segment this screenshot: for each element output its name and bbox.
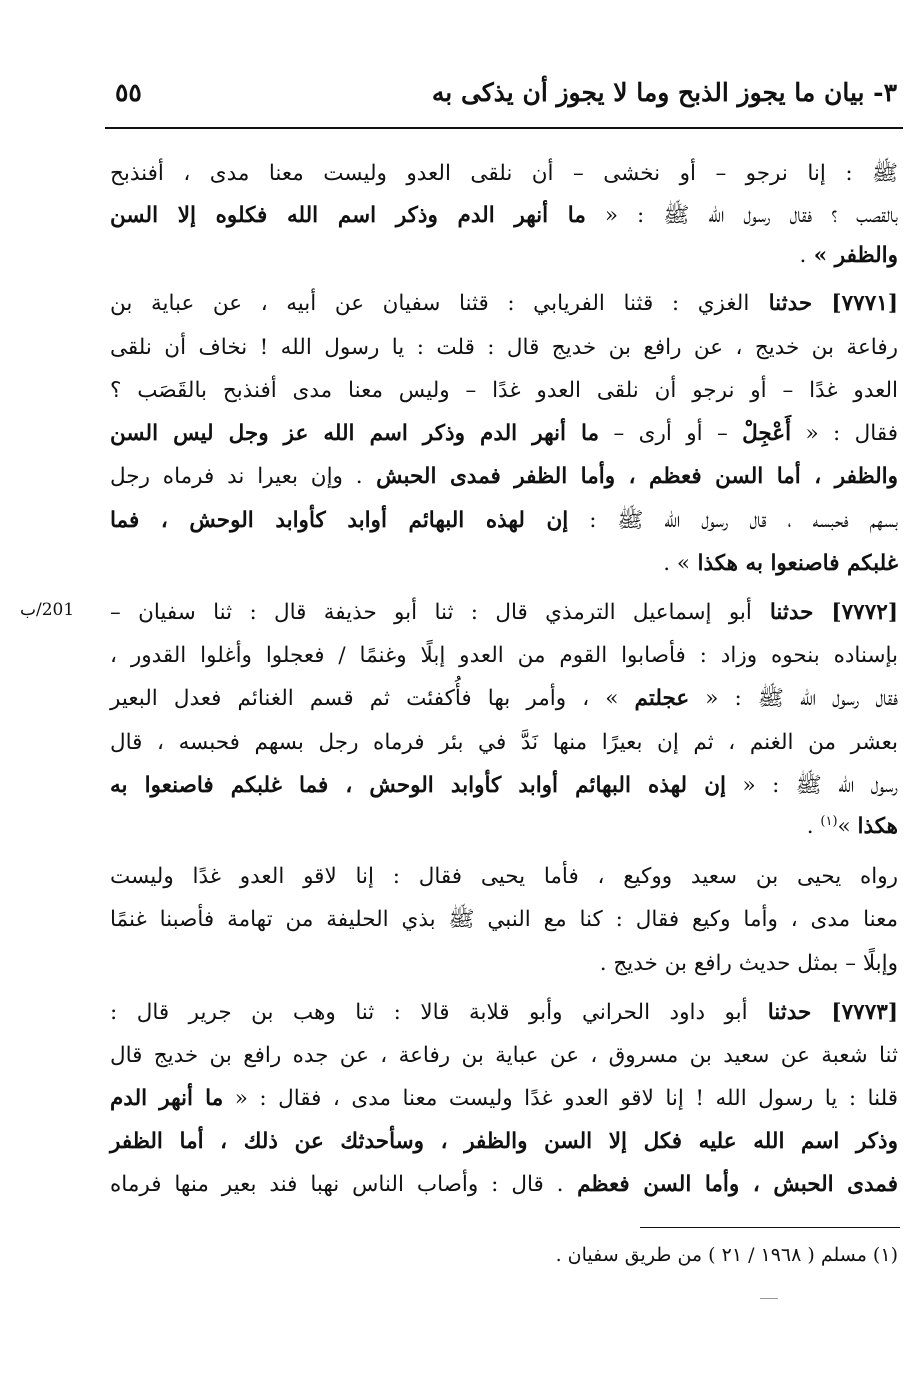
narration-text: »: [837, 814, 858, 840]
narration-text: قلنا : يا رسول الله ! إنا لاقو العدو غدًا وليست معنا مدى ، فقال : «: [223, 1086, 898, 1111]
narration-text: معنا مدى ، وأما وكيع فقال : كنا مع النبي ﷺ بذي الحليفة من تهامة فأصبنا غنمًا: [110, 907, 898, 932]
text-line: [110, 205, 898, 227]
narration-text: بإسناده بنحوه وزاد : فأصابوا القوم من العدو إبلًا وغنمًا / فعجلوا وأغلوا القدور ،: [110, 643, 898, 668]
text-line: [110, 1088, 898, 1110]
footnote-divider: [640, 1227, 900, 1228]
hadith-text: أَعْجِلْ: [742, 421, 792, 446]
text-line: [110, 423, 898, 445]
narration-text: بسهم فحبسه ، قال رسول الله ﷺ :: [568, 508, 898, 533]
text-line: [110, 688, 898, 710]
narration-text: » ، وأمر بها فأُكفئت ثم قسم الغنائم فعدل البعير: [110, 686, 635, 711]
hadith-text: وذكر اسم الله عليه فكل إلا السن والظفر ، وسأحدثك عن ذلك ، أما الظفر: [110, 1129, 898, 1154]
hadith-text: [٧٧٧١] حدثنا: [749, 291, 898, 316]
narration-text: . وإن بعيرا ند فرماه رجل: [110, 464, 363, 489]
narration-text: . قال : وأصاب الناس نهبا فند بعير منها فرماه: [110, 1172, 564, 1197]
text-line: [110, 1002, 898, 1024]
page-number: ٥٥: [115, 78, 142, 107]
text-line: [110, 815, 898, 838]
text-line: [110, 553, 898, 575]
text-line: [110, 953, 898, 975]
text-line: [110, 602, 898, 624]
header-divider: [105, 127, 903, 129]
narration-text: ثنا شعبة عن سعيد بن مسروق ، عن عباية بن رفاعة ، عن جده رافع بن خديج قال: [110, 1043, 898, 1068]
hadith-text: ما أنهر الدم وذكر اسم الله عز وجل ليس السن: [110, 421, 600, 446]
narration-text: بالقصب ؟ فقال رسول الله ﷺ : «: [585, 203, 898, 228]
narration-text: أبو داود الحراني وأبو قلابة قالا : ثنا وهب بن جرير قال :: [110, 1000, 748, 1025]
hadith-text: غلبكم فاصنعوا به هكذا: [690, 551, 898, 576]
hadith-text: [٧٧٧٣] حدثنا: [747, 1000, 898, 1025]
narration-text: بعشر من الغنم ، ثم إن بعيرًا منها نَدَّ في بئر فرماه رجل بسهم فحبسه ، قال: [110, 730, 898, 755]
narration-text: أبو إسماعيل الترمذي قال : ثنا أبو حذيفة قال : ثنا سفيان –: [110, 600, 752, 625]
text-line: [110, 866, 898, 888]
hadith-text: إن لهذه البهائم أوابد كأوابد الوحش ، فما غلبكم فاصنعوا به: [110, 773, 726, 798]
narration-text: الغزي : قثنا الفريابي : قثنا سفيان عن أبيه ، عن عباية بن: [110, 291, 750, 316]
hadith-text: والظفر ، أما السن فعظم ، وأما الظفر فمدى الحبش: [362, 464, 899, 489]
footnote-ref: (١): [820, 814, 838, 829]
text-line: [110, 1131, 898, 1153]
page-header: [105, 68, 905, 128]
text-line: [110, 380, 898, 402]
text-line: [110, 1174, 898, 1196]
hadith-text: ما أنهر الدم: [110, 1086, 224, 1111]
text-line: [110, 337, 898, 359]
hadith-text: [٧٧٧٢] حدثنا: [751, 600, 898, 625]
chapter-title: ٣- بيان ما يجوز الذبح وما لا يجوز أن يذكى به: [431, 78, 897, 107]
text-line: [110, 466, 898, 488]
narration-text: فقال : «: [791, 421, 898, 446]
narration-text: رواه يحيى بن سعيد ووكيع ، فأما يحيى فقال : إنا لاقو العدو غدًا وليست: [110, 864, 898, 889]
text-line: [110, 163, 898, 185]
text-line: [110, 510, 898, 532]
hadith-text: إن لهذه البهائم أوابد كأوابد الوحش ، فما: [110, 508, 569, 533]
text-line: [110, 775, 898, 797]
narration-text: ﷺ : إنا نرجو – أو نخشى – أن نلقى العدو وليست معنا مدى ، أفنذبح: [110, 161, 898, 186]
text-line: [110, 909, 898, 931]
manuscript-folio-note: 201/ب: [20, 600, 75, 620]
text-line: [110, 245, 898, 267]
text-line: [110, 645, 898, 667]
narration-text: وإبلًا – بمثل حديث رافع بن خديج .: [599, 951, 898, 976]
narration-text: العدو غدًا – أو نرجو أن نلقى العدو غدًا – وليس معنا مدى أفنذبح بالقَصَب ؟: [110, 378, 898, 403]
narration-text: » .: [663, 551, 691, 576]
text-line: [110, 293, 898, 315]
text-line: [110, 1045, 898, 1067]
text-line: [110, 732, 898, 754]
footnote: (١) مسلم ( ١٩٦٨ / ٢١ ) من طريق سفيان .: [555, 1244, 898, 1266]
hadith-text: فمدى الحبش ، وأما السن فعظم: [563, 1172, 899, 1197]
narration-text: رسول الله ﷺ : «: [725, 773, 899, 798]
narration-text: .: [806, 814, 821, 840]
narration-text: .: [799, 243, 807, 268]
hadith-text: والظفر »: [806, 243, 898, 268]
narration-text: فقال رسول الله ﷺ : «: [689, 686, 898, 711]
hadith-text: عجلتم: [634, 686, 690, 711]
narration-text: – أو أرى –: [599, 421, 743, 446]
hadith-text: هكذا: [857, 814, 898, 840]
narration-text: رفاعة بن خديج ، عن رافع بن خديج قال : قلت : يا رسول الله ! نخاف أن نلقى: [110, 335, 898, 360]
bottom-mark: [760, 1298, 778, 1299]
hadith-text: ما أنهر الدم وذكر اسم الله فكلوه إلا السن: [110, 203, 586, 228]
